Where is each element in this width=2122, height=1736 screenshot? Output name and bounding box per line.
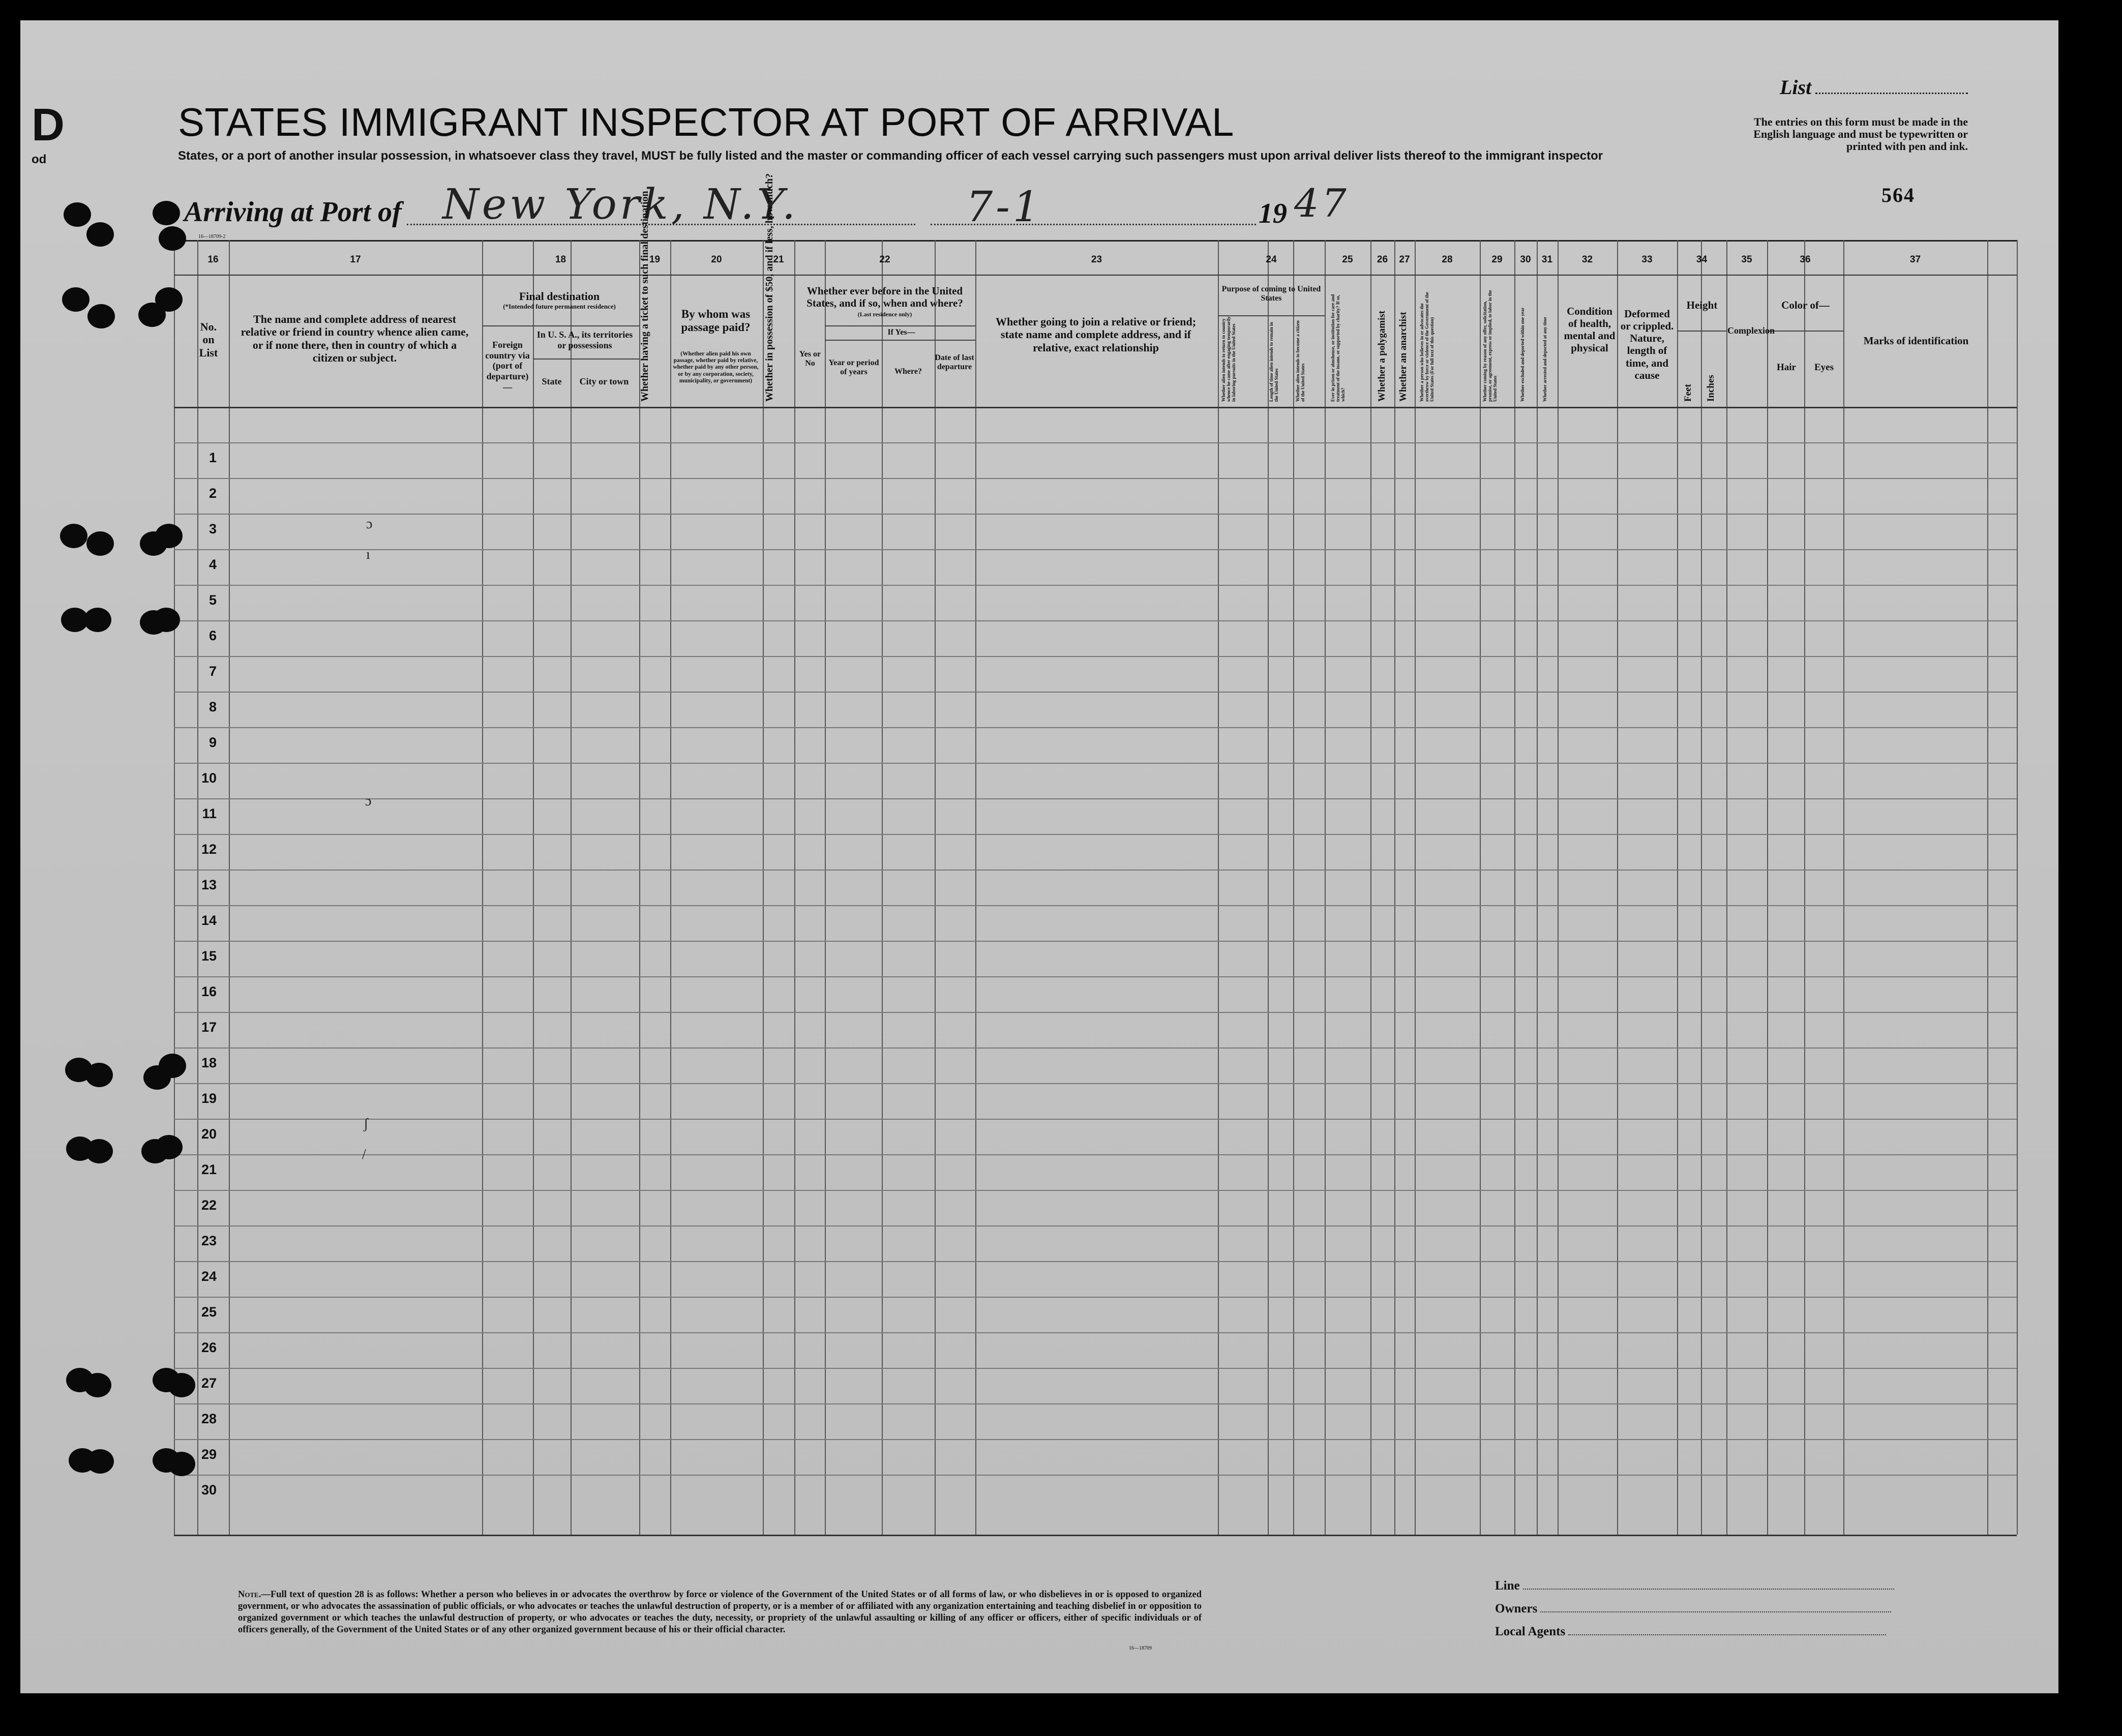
col37-header: Marks of identification: [1863, 335, 1969, 347]
punch-hole: [153, 201, 180, 225]
column-number-27: 27: [1399, 254, 1410, 265]
grid-row-line: [174, 727, 2017, 728]
grid-row-line: [174, 798, 2017, 799]
grid-row-line: [174, 585, 2017, 586]
col18-foreign: Foreign country via (port of departure)—: [485, 340, 530, 392]
col22-date: Date of last departure: [935, 353, 974, 372]
column-number-18: 18: [555, 254, 566, 265]
column-number-35: 35: [1741, 254, 1752, 265]
row-number: 22: [201, 1198, 217, 1213]
instructions-note: The entries on this form must be made in the English language and must be typewritten or printed with pen and ink.: [1753, 115, 1968, 153]
col18-usa: In U. S. A., its territories or possessions: [536, 330, 633, 350]
column-number-16: 16: [207, 254, 219, 265]
punch-hole: [84, 1373, 111, 1397]
row-number: 9: [208, 735, 217, 750]
grid-column-line: [571, 240, 572, 1535]
punch-hole: [86, 531, 114, 556]
agents-label: Local Agents: [1495, 1625, 1566, 1638]
grid-column-line: [1514, 240, 1515, 1535]
row-number: 21: [201, 1162, 217, 1177]
grid-row-line: [174, 656, 2017, 657]
column-number-30: 30: [1520, 254, 1531, 265]
col34-feet: Feet: [1683, 384, 1693, 402]
grid-column-line: [533, 240, 534, 1535]
col24-length: Length of time alien intends to remain in the United States: [1269, 322, 1279, 402]
col22-sub: (Last residence only): [857, 311, 912, 318]
column-number-36: 36: [1800, 254, 1811, 265]
col20-sub: (Whether alien paid his own passage, whether paid by relative, whether paid by any other person, or by any corporation, society, municipality, or government): [673, 351, 759, 384]
col23-header: Whether going to join a relative or friend; state name and complete address, and if relative, exact relationship: [995, 315, 1197, 354]
col24-citizen: Whether alien intends to become a citizen of the United States: [1295, 320, 1305, 402]
owners-label: Owners: [1495, 1602, 1538, 1615]
punch-hole: [85, 1063, 113, 1087]
grid-row-line: [533, 358, 639, 360]
row-number: 20: [201, 1126, 217, 1142]
grid-column-line: [1293, 240, 1294, 1535]
grid-row-line: [1767, 331, 1843, 332]
grid-row-line: [174, 834, 2017, 835]
row-number: 11: [202, 806, 217, 821]
column-number-23: 23: [1091, 254, 1102, 265]
line-field: [1495, 1579, 1894, 1593]
edge-letter: D: [32, 100, 65, 151]
port-handwritten: New York, N.Y.: [442, 181, 799, 229]
col34-title: Height: [1686, 299, 1718, 311]
grid-row-line: [174, 1535, 2017, 1536]
punch-hole: [86, 222, 114, 247]
punch-hole: [62, 287, 89, 312]
grid-column-line: [1701, 240, 1702, 1535]
grid-row-line: [174, 870, 2017, 871]
col36-hair: Hair: [1777, 362, 1796, 373]
page-title: STATES IMMIGRANT INSPECTOR AT PORT OF ARRIVAL: [178, 100, 1234, 144]
grid-column-line: [1726, 240, 1727, 1535]
pencil-mark: ʃ: [364, 1116, 369, 1132]
agents-signature-line: [1568, 1634, 1886, 1635]
year-prefix: 19: [1259, 198, 1287, 229]
col20-title: By whom was passage paid?: [681, 308, 751, 334]
col18-title: Final destination: [519, 290, 600, 303]
col35-header: Complexion: [1727, 325, 1775, 336]
row-number: 2: [208, 486, 217, 501]
grid-row-line: [174, 905, 2017, 906]
grid-row-line: [174, 692, 2017, 693]
grid-row-line: [825, 325, 975, 326]
row-number: 24: [201, 1269, 217, 1284]
column-number-28: 28: [1442, 254, 1453, 265]
punch-hole: [140, 531, 167, 556]
col22-where: Where?: [894, 367, 922, 376]
column-number-21: 21: [773, 254, 784, 265]
grid-column-line: [229, 240, 230, 1535]
grid-column-line: [1370, 240, 1371, 1535]
punch-hole: [84, 608, 111, 632]
grid-row-line: [174, 1154, 2017, 1155]
grid-column-line: [825, 240, 826, 1535]
column-number-29: 29: [1491, 254, 1503, 265]
footer-form-code: 16—18709: [1129, 1645, 1152, 1651]
row-number: 15: [201, 948, 217, 964]
col22-years: Year or period of years: [828, 358, 879, 377]
column-number-37: 37: [1909, 254, 1921, 265]
arriving-label: Arriving at Port of: [184, 196, 402, 228]
pencil-mark: ɔ: [365, 793, 372, 809]
col34-inches: Inches: [1706, 375, 1716, 402]
punch-hole: [140, 610, 167, 635]
punch-hole: [64, 202, 91, 227]
grid-row-line: [174, 1475, 2017, 1476]
pencil-mark: ı: [366, 547, 370, 562]
grid-column-line: [1415, 240, 1416, 1535]
grid-row-line: [174, 514, 2017, 515]
col25-header: Ever in prison or almshouse, or institution for care and treatment of the insane, or supported by charity? If so, which?: [1330, 294, 1346, 402]
col17-header: The name and complete address of nearest relative or friend in country whence alien came, or if none there, then in country of which a citizen or subject.: [241, 313, 469, 364]
punch-hole: [168, 1452, 195, 1476]
grid-row-line: [174, 1261, 2017, 1262]
row-number: 19: [201, 1091, 217, 1106]
grid-column-line: [794, 240, 795, 1535]
row-number: 29: [201, 1447, 217, 1462]
grid-column-line: [1558, 240, 1559, 1535]
col19-header: Whether having a ticket to such final destination: [639, 191, 650, 402]
owners-signature-line: [1540, 1611, 1891, 1612]
grid-column-line: [1767, 240, 1768, 1535]
col18-state: State: [542, 376, 562, 386]
column-number-19: 19: [649, 254, 661, 265]
grid-row-line: [174, 1439, 2017, 1440]
list-field: [1780, 75, 1968, 99]
line-signature-line: [1523, 1589, 1894, 1590]
grid-column-line: [882, 240, 883, 1535]
grid-column-line: [1325, 240, 1326, 1535]
column-number-17: 17: [350, 254, 361, 265]
col26-header: Whether a polygamist: [1377, 310, 1387, 402]
row-number: 3: [208, 521, 217, 536]
row-number: 16: [201, 984, 217, 999]
grid-column-line: [639, 240, 640, 1535]
grid-column-line: [1218, 240, 1219, 1535]
pencil-mark: /: [362, 1147, 366, 1162]
col16-header: No. on List: [199, 320, 218, 359]
col36-eyes: Eyes: [1814, 362, 1834, 373]
year-handwritten: 47: [1294, 181, 1350, 226]
grid-column-line: [1987, 240, 1988, 1535]
col27-header: Whether an anarchist: [1398, 312, 1409, 402]
row-number: 30: [201, 1482, 217, 1498]
grid-column-line: [1268, 240, 1269, 1535]
punch-hole: [159, 226, 186, 251]
row-number: 14: [201, 913, 217, 928]
pencil-mark: ɔ: [366, 516, 373, 532]
col28-header: Whether a person who believes in or advocates the overthrow by force or violence of the Government of the United States (For full text of this question): [1419, 292, 1434, 402]
grid-row-line: [174, 407, 2017, 408]
grid-column-line: [763, 240, 764, 1535]
grid-row-line: [174, 1012, 2017, 1013]
grid-row-line: [174, 1368, 2017, 1369]
grid-row-line: [174, 1297, 2017, 1298]
column-number-31: 31: [1541, 254, 1553, 265]
col24-return: Whether alien intends to return to country whence he came after engaging temporarily in laboring pursuits in the United States: [1221, 316, 1236, 402]
row-number: 28: [201, 1411, 217, 1426]
grid-row-line: [174, 549, 2017, 550]
punch-hole: [87, 304, 115, 328]
col29-header: Whether coming by reason of any offer, solicitation, promise, or agreement, express or implied, to labor in the United States: [1482, 290, 1498, 402]
row-number: 8: [208, 699, 217, 714]
grid-row-line: [174, 1083, 2017, 1084]
row-number: 4: [208, 557, 217, 572]
grid-row-line: [174, 442, 2017, 443]
grid-column-line: [1394, 240, 1395, 1535]
col32-header: Condition of health, mental and physical: [1564, 305, 1616, 354]
col24-title: Purpose of coming to United States: [1221, 285, 1321, 303]
col36-title: Color of—: [1781, 299, 1830, 311]
list-line: [1815, 93, 1968, 94]
grid-column-line: [174, 240, 175, 1535]
grid-row-line: [174, 763, 2017, 764]
column-number-34: 34: [1696, 254, 1708, 265]
grid-row-line: [174, 1119, 2017, 1120]
punch-hole: [168, 1373, 195, 1397]
row-number: 7: [208, 664, 217, 679]
row-number: 6: [208, 628, 217, 643]
row-number: 27: [201, 1375, 217, 1391]
row-number: 23: [201, 1233, 217, 1248]
column-number-32: 32: [1581, 254, 1593, 265]
agents-field: [1495, 1625, 1886, 1639]
punch-hole: [143, 1065, 171, 1090]
grid-row-line: [174, 478, 2017, 479]
col22-title: Whether ever before in the United States, and if so, when and where?: [806, 285, 963, 310]
column-number-26: 26: [1377, 254, 1388, 265]
owners-field: [1495, 1602, 1891, 1616]
grid-row-line: [1677, 331, 1726, 332]
grid-column-line: [1617, 240, 1618, 1535]
col21-header: Whether in possession of $50, and if less, how much?: [764, 173, 775, 402]
punch-hole: [86, 1449, 114, 1474]
col33-header: Deformed or crippled. Nature, length of time, and cause: [1620, 308, 1674, 381]
col31-header: Whether arrested and deported at any time: [1542, 317, 1547, 402]
row-number: 25: [201, 1304, 217, 1320]
grid-column-line: [1843, 240, 1844, 1535]
grid-row-line: [174, 1332, 2017, 1333]
line-label: Line: [1495, 1579, 1520, 1593]
page-number: 564: [1881, 184, 1915, 206]
col18-sub: (*Intended future permanent residence): [503, 303, 616, 310]
column-number-33: 33: [1641, 254, 1653, 265]
row-number: 17: [201, 1020, 217, 1035]
grid-row-line: [174, 941, 2017, 942]
grid-column-line: [1804, 240, 1805, 1535]
grid-row-line: [174, 1225, 2017, 1226]
form-number: 16—18709-2: [198, 234, 226, 240]
grid-row-line: [825, 340, 975, 341]
punch-hole: [138, 303, 166, 327]
col30-header: Whether excluded and deported within one year: [1520, 307, 1525, 402]
footnote-lead: Note.: [238, 1590, 261, 1600]
row-number: 1: [208, 450, 217, 465]
col18-city: City or town: [579, 376, 629, 386]
row-number: 12: [201, 842, 217, 857]
column-number-22: 22: [879, 254, 890, 265]
page-subtitle: States, or a port of another insular possession, in whatsoever class they travel, MUST be fully listed and the master or commanding officer of each vessel carrying such passengers must upon arrival deliver lists thereof to the immigrant inspector: [178, 149, 1603, 163]
grid-row-line: [482, 325, 639, 326]
footnote-question-28: [238, 1589, 1202, 1636]
grid-row-line: [174, 976, 2017, 977]
grid-column-line: [935, 240, 936, 1535]
row-number: 18: [201, 1055, 217, 1070]
row-number: 13: [201, 877, 217, 892]
punch-hole: [141, 1139, 169, 1163]
list-label: List: [1780, 76, 1812, 99]
footnote-text: —Full text of question 28 is as follows: Whether a person who believes in or advocates the overthrow by force or violence of the Government of the United States or of all forms of law, or who disbelieves in or is opposed to organized government, or who advocates the assassination of public officials, or who advocates or teaches the unlawful destruction of property, or is a member of or affiliated with any organization entertaining and teaching disbelief in or opposition to organized government or which teaches the unlawful destruction of property, or who advocates or teaches the duty, necessity, or propriety of the unlawful assaulting or killing of any officer or officers, either of specific individuals or of officers generally, of the Government of the United States or of any other organized government because of his or their official character.: [238, 1590, 1202, 1635]
punch-hole: [85, 1139, 113, 1163]
grid-column-line: [670, 240, 671, 1535]
punch-hole: [60, 524, 87, 548]
column-number-25: 25: [1342, 254, 1353, 265]
row-number: 5: [208, 592, 217, 608]
row-number: 10: [201, 770, 217, 786]
grid-row-line: [174, 620, 2017, 621]
grid-column-line: [482, 240, 483, 1535]
grid-column-line: [1480, 240, 1481, 1535]
grid-column-line: [975, 240, 976, 1535]
grid-row-line: [174, 275, 2017, 276]
col22-yesno: Yes or No: [799, 350, 821, 368]
grid-column-line: [2017, 240, 2018, 1535]
column-number-24: 24: [1266, 254, 1277, 265]
date-handwritten: 7-1: [966, 183, 1043, 231]
grid-row-line: [174, 1403, 2017, 1404]
row-number: 26: [201, 1340, 217, 1355]
grid-row-line: [174, 1047, 2017, 1049]
column-number-20: 20: [711, 254, 722, 265]
col22-ifyes: If Yes—: [887, 328, 915, 337]
grid-column-line: [1677, 240, 1678, 1535]
grid-row-line: [174, 1190, 2017, 1191]
edge-word: od: [32, 153, 47, 166]
grid-column-line: [1537, 240, 1538, 1535]
